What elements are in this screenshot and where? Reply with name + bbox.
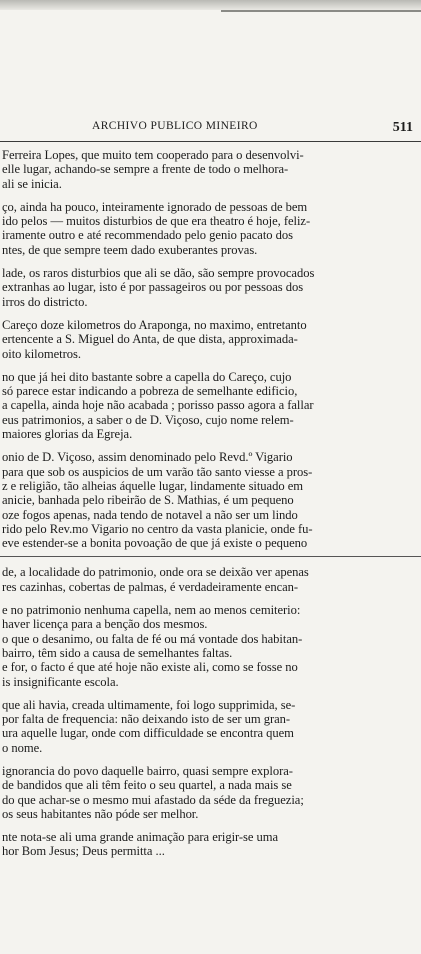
text-line: de, a localidade do patrimonio, onde ora se deixão ver apenas [2,565,309,580]
paragraph [0,148,421,191]
page-number: 511 [392,120,413,135]
paragraph-gap [0,755,421,764]
paragraph [0,603,421,689]
paragraph-gap [0,594,421,603]
paragraph-gap [0,689,421,698]
text-line: só parece estar indicando a pobreza de semelhante edificio, [2,384,298,399]
text-line: maiores glorias da Egreja. [2,427,133,442]
text-line: oito kilometros. [2,346,81,361]
text-line: o que o desanimo, ou falta de fé ou má vontade dos habitan- [2,631,303,646]
running-title: ARCHIVO PUBLICO MINEIRO [92,120,258,132]
paragraph-gap [0,309,421,318]
text-line: e no patrimonio nenhuma capella, nem ao menos cemiterio: [2,603,301,618]
text-line: que ali havia, creada ultimamente, foi logo supprimida, se- [2,697,296,712]
paragraph-gap [0,821,421,830]
paragraph-gap [0,361,421,370]
text-line: hor Bom Jesus; Deus permitta ... [2,844,165,859]
paragraph [0,318,421,361]
text-line: o nome. [2,740,43,755]
text-line: para que sob os auspicios de um varão tão santo viesse a pros- [2,464,313,479]
paragraph [0,764,421,821]
page-top-edge [0,0,421,10]
text-line: ido pelos — muitos disturbios de que era theatro é hoje, feliz- [2,214,311,229]
page-header [0,118,421,138]
text-line: no que já hei dito bastante sobre a capella do Careço, cujo [2,369,292,384]
paragraph [0,450,421,550]
text-line: Careço doze kilometros do Araponga, no maximo, entretanto [2,317,307,332]
text-line: eve estender-se a bonita povoação de que já existe o pequeno [2,536,308,551]
body-text [0,148,421,954]
paragraph-gap [0,441,421,450]
text-line: rido pelo Rev.mo Vigario no centro da vasta planicie, onde fu- [2,521,313,536]
text-line: ignorancia do povo daquelle bairro, quasi sempre explora- [2,763,293,778]
text-line: ço, ainda ha pouco, inteiramente ignorado de pessoas de bem [2,199,308,214]
text-line: anicie, banhada pelo ribeirão de S. Mathias, é um pequeno [2,493,294,508]
paragraph [0,266,421,309]
text-line: de bandidos que ali têm feito o seu quartel, a nada mais se [2,778,292,793]
top-border-mark [221,10,421,12]
header-rule [0,141,421,142]
paragraph [0,200,421,257]
text-line: is insignificante escola. [2,674,119,689]
text-line: ura aquelle lugar, onde com difficuldade se encontra quem [2,726,294,741]
paragraph [0,565,421,594]
text-line: onio de D. Viçoso, assim denominado pelo Revd.º Vigario [2,450,293,465]
paragraph-gap [0,257,421,266]
section-divider [0,556,421,557]
paragraph [0,698,421,755]
text-line: lade, os raros disturbios que ali se dão, são sempre provocados [2,266,315,281]
text-line: iramente outro e até recommendado pelo genio pacato dos [2,228,293,243]
text-line: Ferreira Lopes, que muito tem cooperado para o desenvolvi- [2,148,304,162]
text-line: nte nota-se ali uma grande animação para erigir-se uma [2,830,279,845]
text-line: ali se inicia. [2,176,62,191]
text-line: e for, o facto é que até hoje não existe ali, como se fosse no [2,660,298,675]
paragraph [0,370,421,441]
text-line: ntes, de que sempre teem dado exuberantes provas. [2,242,258,257]
text-line: a capella, ainda hoje não acabada ; porisso passo agora a fallar [2,398,314,413]
paragraph [0,830,421,859]
text-line: por falta de frequencia: não deixando isto de ser um gran- [2,712,291,727]
text-line: haver licença para a benção dos mesmos. [2,617,208,632]
text-line: extranhas ao lugar, isto é por passageiros ou por pessoas dos [2,280,304,295]
text-line: eus patrimonios, a saber o de D. Viçoso, cujo nome relem- [2,412,294,427]
text-line: z e religião, tão alheias áquelle lugar, lindamente situado em [2,478,303,493]
text-line: irros do districto. [2,294,88,309]
text-line: elle lugar, achando-se sempre a frente de todo o melhora- [2,162,289,177]
text-line: bairro, têm sido a causa de semelhantes faltas. [2,645,233,660]
text-line: res cazinhas, cobertas de palmas, é verdadeiramente encan- [2,579,299,594]
paragraph-gap [0,191,421,200]
text-line: os seus habitantes não póde ser melhor. [2,806,199,821]
text-line: ertencente a S. Miguel do Anta, de que dista, approximada- [2,332,298,347]
text-line: oze fogos apenas, nada tendo de notavel a não ser um lindo [2,507,298,522]
text-line: do que achar-se o mesmo mui afastado da séde da freguezia; [2,792,304,807]
